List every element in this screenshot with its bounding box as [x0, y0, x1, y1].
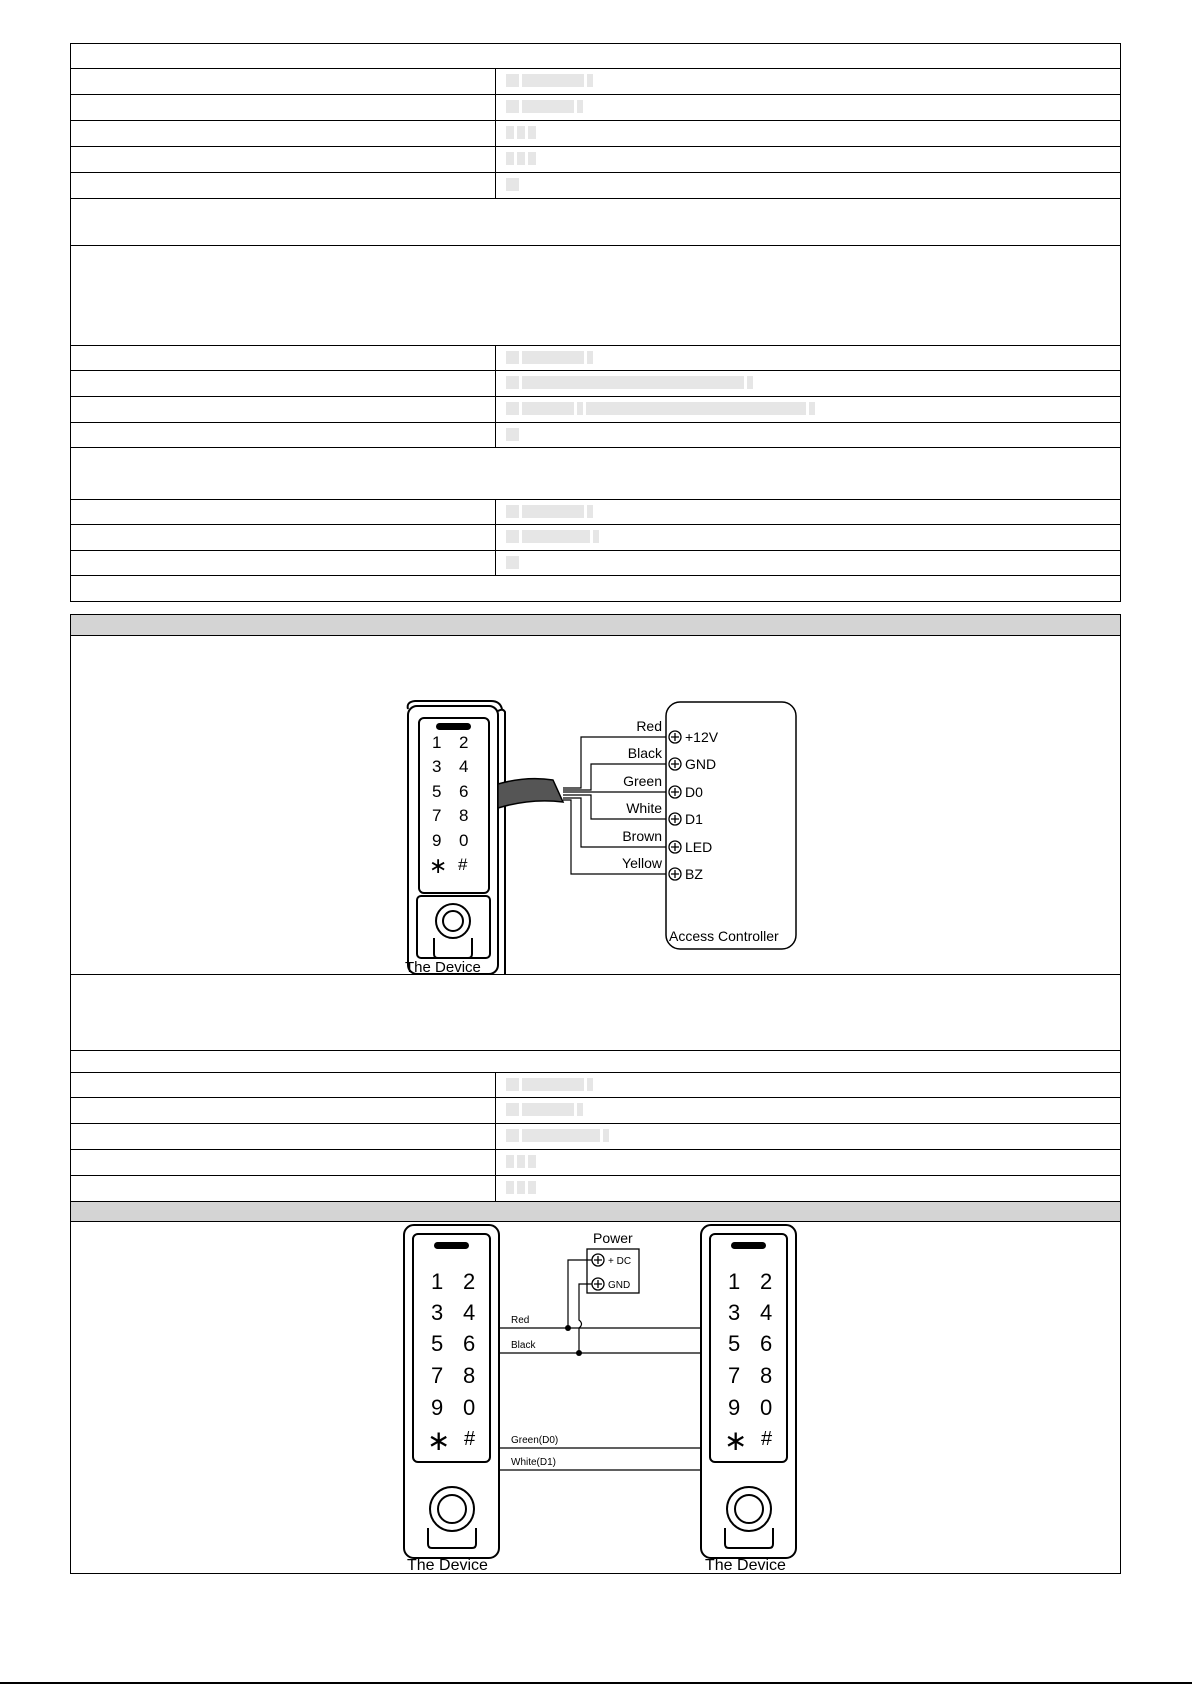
device-label: The Device: [405, 959, 481, 974]
wire-label-brown: Brown: [622, 828, 662, 844]
table-row: [71, 346, 1120, 371]
table-cell: [496, 1098, 1120, 1123]
keypad-key: 1: [431, 1269, 444, 1294]
left-device-label: The Device: [407, 1557, 488, 1572]
table-row: [71, 423, 1120, 448]
redacted-value: [506, 402, 815, 415]
table-cell: [71, 346, 496, 370]
keypad-key: 3: [728, 1300, 741, 1325]
keypad-key: 0: [459, 831, 469, 850]
table-cell: [496, 69, 1120, 94]
table-row: [71, 500, 1120, 525]
keypad-key: 9: [431, 1395, 444, 1420]
junction-dot: [565, 1325, 571, 1331]
redacted-value: [506, 505, 593, 518]
redacted-value: [506, 376, 753, 389]
redacted-value: [506, 1181, 536, 1194]
power-terminal-dc: + DC: [608, 1256, 632, 1267]
table-cell: [496, 1150, 1120, 1175]
left-device-illustration: [404, 1225, 499, 1558]
keypad-key: 7: [728, 1363, 741, 1388]
wire-label-black: Black: [511, 1340, 536, 1351]
keypad-key: 1: [728, 1269, 741, 1294]
table-cell: [71, 69, 496, 94]
table-cell: [496, 147, 1120, 172]
wire-label-green: Green: [623, 773, 662, 789]
table-cell: [71, 1150, 496, 1175]
table-cell: [496, 1073, 1120, 1097]
table-cell: [496, 525, 1120, 550]
wire-label-black: Black: [627, 745, 662, 761]
terminal-label-bz: BZ: [685, 866, 703, 882]
redacted-value: [506, 152, 536, 165]
keypad-key: 5: [728, 1331, 741, 1356]
redacted-value: [506, 1129, 609, 1142]
section-header: [71, 1202, 1120, 1222]
table-cell: [496, 423, 1120, 447]
table-cell: [496, 1124, 1120, 1149]
redacted-value: [506, 428, 519, 441]
table-row: [71, 147, 1120, 173]
table-row: [71, 1222, 1120, 1573]
table-row: [71, 551, 1120, 576]
keypad-key: ∗: [429, 853, 448, 878]
table-cell: [71, 1176, 496, 1201]
keypad-key: 1: [432, 733, 442, 752]
redacted-value: [506, 74, 593, 87]
keypad-key: ∗: [427, 1425, 451, 1456]
terminal-screws: [671, 733, 679, 878]
table-cell: [496, 346, 1120, 370]
table-cell: [496, 551, 1120, 575]
keypad-key: 7: [432, 806, 442, 825]
device-illustration: [408, 701, 505, 974]
table-row: [71, 1124, 1120, 1150]
wire-label-red: Red: [511, 1315, 530, 1326]
keypad-key: ∗: [724, 1425, 748, 1456]
table-row: [71, 975, 1120, 1051]
redacted-value: [506, 178, 519, 191]
wire-label-green-d0: Green(D0): [511, 1435, 559, 1446]
keypad-key: 7: [431, 1363, 444, 1388]
redacted-value: [506, 530, 599, 543]
table-row: [71, 576, 1120, 601]
keypad-key: 2: [760, 1269, 773, 1294]
keypad-key: 6: [463, 1331, 476, 1356]
table-cell: [496, 371, 1120, 396]
table-row: [71, 69, 1120, 95]
right-device-label: The Device: [705, 1557, 786, 1572]
redacted-value: [506, 100, 583, 113]
keypad-key: 4: [760, 1300, 773, 1325]
table-row: [71, 95, 1120, 121]
wire-label-white-d1: White(D1): [511, 1457, 557, 1468]
keypad-key: 3: [432, 757, 442, 776]
table-cell: [496, 500, 1120, 524]
table-row: [71, 1150, 1120, 1176]
table-cell: [71, 423, 496, 447]
section-header: [71, 615, 1120, 636]
table-cell: [71, 500, 496, 524]
table-cell: [71, 371, 496, 396]
table-cell: [71, 1098, 496, 1123]
table-row: [71, 1176, 1120, 1202]
wire-label-yellow: Yellow: [622, 855, 662, 871]
redacted-value: [506, 126, 536, 139]
keypad-key: 3: [431, 1300, 444, 1325]
keypad-key: 5: [432, 782, 442, 801]
table-row: [71, 1098, 1120, 1124]
keypad-key: #: [464, 1428, 476, 1450]
table-cell: [71, 173, 496, 198]
keypad-key: 6: [760, 1331, 773, 1356]
terminal-label-d1: D1: [685, 811, 703, 827]
table-row: [71, 1051, 1120, 1073]
table-row: [71, 636, 1120, 975]
table-cell: [71, 121, 496, 146]
keypad-key: 0: [760, 1395, 773, 1420]
controller-label: Access Controller: [669, 928, 779, 944]
right-device-illustration: [701, 1225, 796, 1558]
cable: [498, 779, 563, 808]
keypad-key: 5: [431, 1331, 444, 1356]
redacted-value: [506, 1155, 536, 1168]
power-terminal-gnd: GND: [608, 1280, 631, 1291]
page-bottom-rule: [0, 1682, 1192, 1684]
table-row: [71, 121, 1120, 147]
terminal-label-d0: D0: [685, 784, 703, 800]
controller-terminals: [669, 731, 681, 880]
terminal-label-led: LED: [685, 839, 713, 855]
wiring-diagram-controller: [71, 636, 1119, 974]
table-cell: [496, 173, 1120, 198]
wiring-table: [70, 614, 1121, 1574]
table-row: [71, 448, 1120, 500]
wire-label-white: White: [626, 800, 662, 816]
keypad-key: 4: [459, 757, 469, 776]
table-row: [71, 525, 1120, 551]
wiring-diagram-device-to-device: [71, 1222, 1119, 1572]
keypad-key: 9: [728, 1395, 741, 1420]
terminal-label-12v: +12V: [685, 729, 719, 745]
table-cell: [496, 397, 1120, 422]
table-cell: [71, 1073, 496, 1097]
table-row: [71, 371, 1120, 397]
redacted-value: [506, 1103, 583, 1116]
keypad-key: #: [761, 1428, 773, 1450]
junction-dot: [576, 1350, 582, 1356]
keypad-key: #: [458, 855, 468, 874]
table-row: [71, 173, 1120, 199]
keypad-key: 4: [463, 1300, 476, 1325]
table-cell: [71, 95, 496, 120]
keypad-key: 8: [459, 806, 469, 825]
keypad-key: 2: [463, 1269, 476, 1294]
table-cell: [71, 1124, 496, 1149]
table-row: [71, 397, 1120, 423]
redacted-value: [506, 1078, 593, 1091]
keypad-key: 8: [760, 1363, 773, 1388]
power-label: Power: [593, 1230, 633, 1246]
table-cell: [71, 551, 496, 575]
keypad-key: 8: [463, 1363, 476, 1388]
table-cell: [496, 95, 1120, 120]
keypad-key: 9: [432, 831, 442, 850]
keypad-key: 2: [459, 733, 469, 752]
table-cell: [496, 121, 1120, 146]
spec-table-1: [70, 43, 1121, 602]
table-row: [71, 44, 1120, 69]
redacted-value: [506, 556, 519, 569]
table-row: [71, 1073, 1120, 1098]
table-row: [71, 199, 1120, 246]
table-cell: [496, 1176, 1120, 1201]
table-cell: [71, 147, 496, 172]
wire-label-red: Red: [636, 718, 662, 734]
redacted-value: [506, 351, 593, 364]
keypad-key: 0: [463, 1395, 476, 1420]
table-cell: [71, 397, 496, 422]
keypad-key: 6: [459, 782, 469, 801]
table-cell: [71, 525, 496, 550]
table-row: [71, 246, 1120, 346]
terminal-label-gnd: GND: [685, 756, 717, 772]
